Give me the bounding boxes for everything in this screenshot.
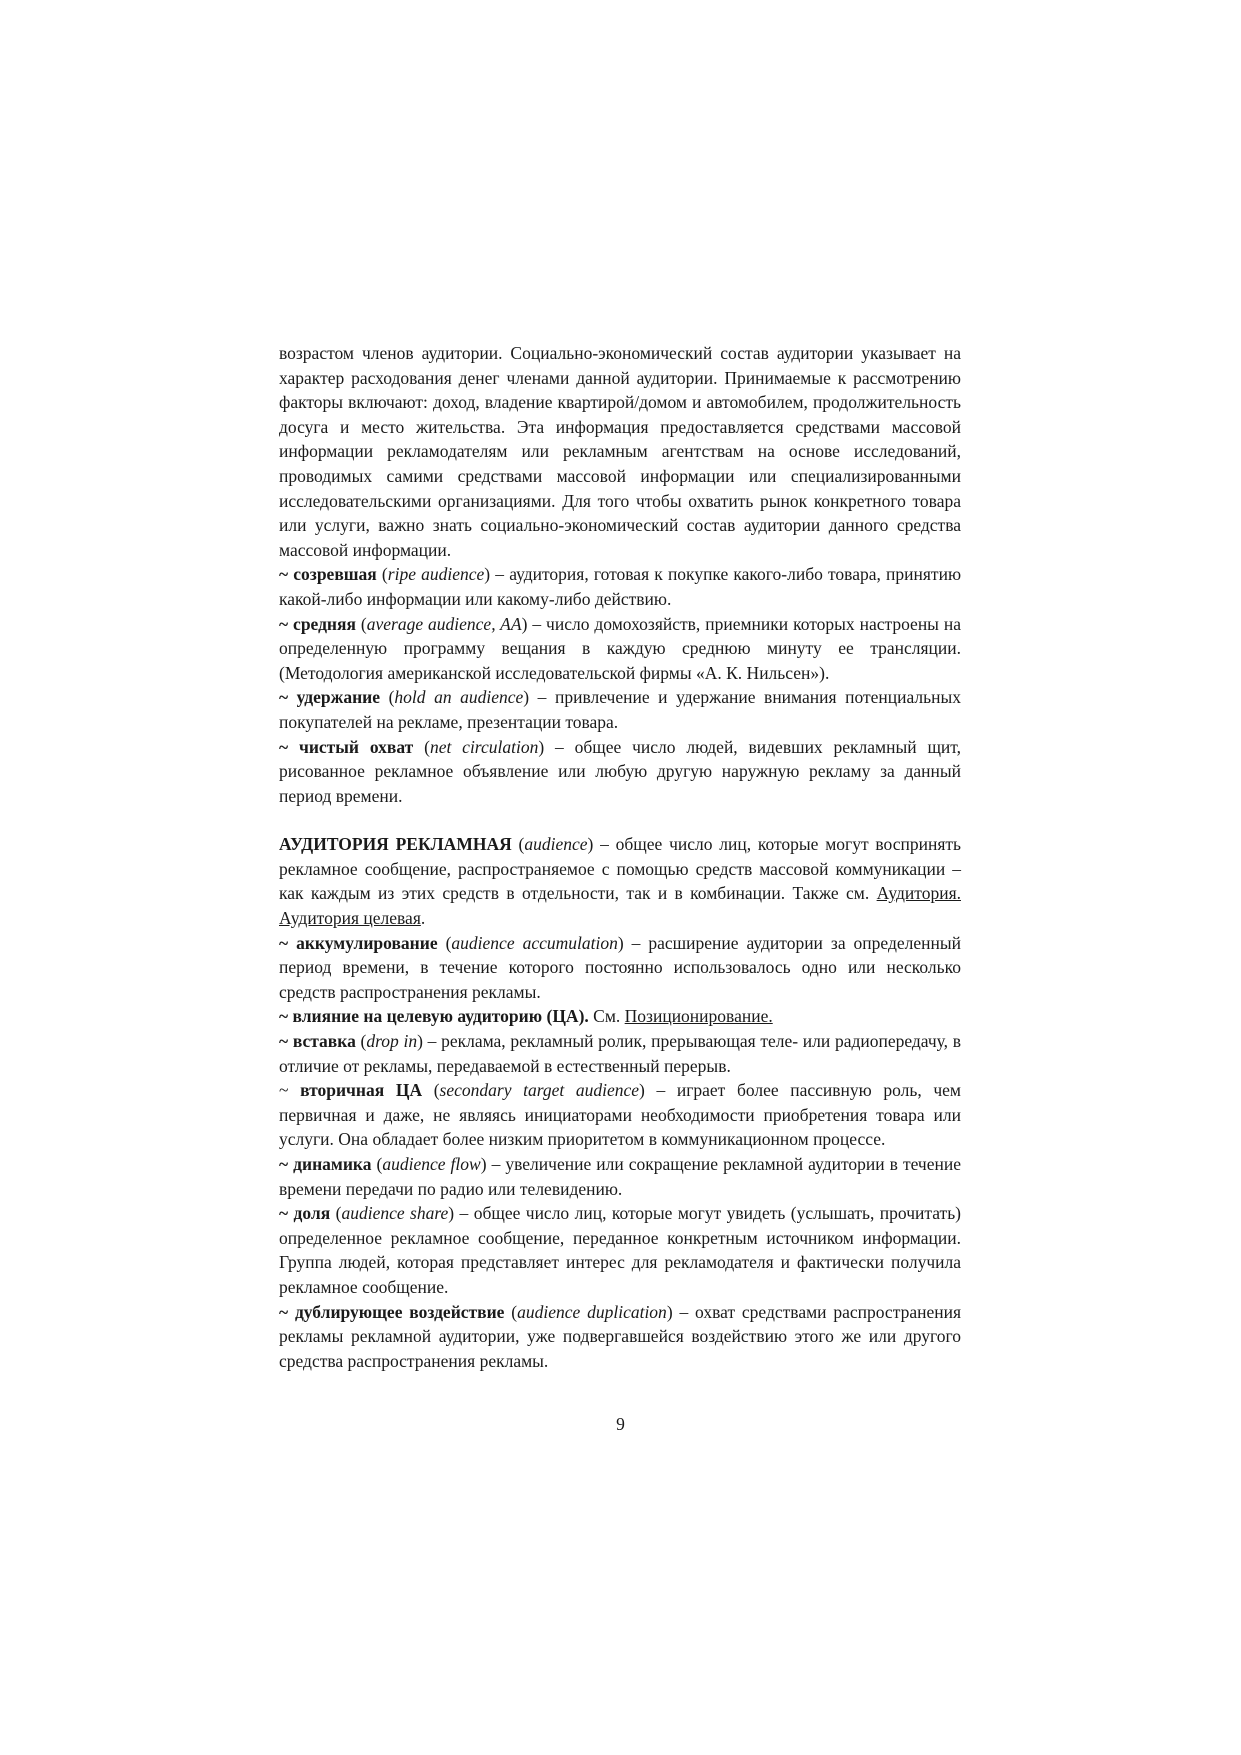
entry-english: hold an audience [394, 687, 524, 708]
subentry-duplication [279, 1300, 961, 1374]
subentry-share [279, 1201, 961, 1299]
entry-english: average audience, AA [366, 613, 522, 634]
page-number: 9 [616, 1414, 625, 1434]
entry-paren-close: ) – [484, 564, 505, 585]
subentry-flow [279, 1152, 961, 1201]
entry-term: доля [293, 1203, 331, 1224]
main-english: audience [524, 834, 588, 855]
entry-paren-open: ( [355, 613, 367, 634]
entry-term: средняя [293, 613, 356, 634]
entry-prefix: ~ [279, 1031, 293, 1052]
entry-english: audience accumulation [451, 932, 618, 953]
entry-paren-open: ( [413, 736, 430, 757]
page-body [279, 341, 961, 1373]
entry-paren-open: ( [376, 564, 388, 585]
main-entry-advertising-audience [279, 832, 961, 930]
entry-term: созревшая [293, 564, 377, 585]
main-paren-open: ( [511, 834, 525, 855]
subentry-secondary-target [279, 1078, 961, 1152]
entry-definition: – привлечение и удержание внимания потенциальных покупателей на рекламе, презентации товара. [279, 687, 961, 732]
main-definition: – общее число лиц, которые могут воспринять рекламное сообщение, распространяемое с помощью средств массовой коммуникации – как каждым из этих средств в отдельности, так и в комбинации. Также см. [279, 834, 962, 904]
main-term: АУДИТОРИЯ РЕКЛАМНАЯ [279, 834, 512, 855]
entry-average-audience [279, 612, 961, 686]
entry-definition: – увеличение или сокращение рекламной аудитории в течение времени передачи по радио или телевидению. [279, 1154, 962, 1199]
subentry-influence [279, 1004, 961, 1029]
entry-term: динамика [293, 1154, 372, 1174]
entry-ripe-audience [279, 562, 961, 611]
entry-definition: аудитория, готовая к покупке какого-либо товара, принятию какой-либо информации или какому-либо действию. [279, 564, 962, 609]
entry-prefix: ~ [279, 1301, 295, 1322]
main-end: . [420, 908, 426, 929]
subentry-drop-in [279, 1029, 961, 1078]
entry-paren-open: ( [330, 1203, 342, 1224]
entry-paren-open: ( [380, 687, 395, 708]
entry-paren-open: ( [371, 1154, 383, 1174]
entry-definition: – расширение аудитории за определенный период времени, в течение которого постоянно использовалось одно или несколько средств распространения рекламы. [279, 932, 961, 1002]
entry-prefix: ~ [279, 564, 294, 585]
intro-text: возрастом членов аудитории. Социально-экономический состав аудитории указывает на характер расходования денег членами данной аудитории. Принимаемые к рассмотрению факторы включают: доход, владение квартирой/домом и автомобилем, продолжительность досуга и место жительства. Эта информация предоставляется средствами массовой информации рекламодателям или рекламным агентствам на основе исследований, проводимых самими средствами массовой информации или специализированными исследовательскими организациями. Для того чтобы охватить рынок конкретного товара или услуги, важно знать социально-экономический состав аудитории данного средства массовой информации. [279, 343, 961, 560]
entry-definition: – общее число лиц, которые могут увидеть (услышать, прочитать) определенное рекламное сообщение, переданное конкретным источником информации. Группа людей, которая представляет интерес для рекламодателя и фактически получила рекламное сообщение. [279, 1203, 962, 1297]
entry-prefix: ~ [279, 932, 297, 953]
subentry-accumulation [279, 931, 961, 1005]
entry-term: чистый охват [298, 736, 414, 757]
entry-term: удержание [296, 687, 381, 708]
entry-hold-audience [279, 685, 961, 734]
entry-definition: – играет более пассивную роль, чем первичная и даже, не являясь инициаторами необходимости приобретения товара или услуги. Она обладает более низким приоритетом в коммуникационном процессе. [279, 1080, 961, 1150]
entry-definition: См. [588, 1006, 625, 1027]
entry-paren-open: ( [504, 1301, 518, 1322]
entry-net-circulation [279, 735, 961, 809]
entry-prefix: ~ [279, 736, 299, 757]
entry-english: audience duplication [517, 1301, 667, 1322]
entry-paren-close: ) [617, 932, 624, 953]
entry-english: audience flow [382, 1154, 481, 1174]
main-cross-reference-link[interactable]: Аудитория. Аудитория целевая [279, 883, 961, 929]
entry-paren-open: ( [422, 1080, 440, 1101]
entry-definition: – общее число людей, видевших рекламный щит, рисованное рекламное объявление или любую другую наружную рекламу за данный период времени. [279, 736, 961, 806]
entry-prefix: ~ [279, 613, 294, 634]
entry-definition: – реклама, рекламный ролик, прерывающая теле- или радиопередачу, в отличие от рекламы, передаваемой в естественный перерыв. [279, 1031, 962, 1076]
entry-definition: – охват средствами распространения рекламы рекламной аудитории, уже подвергавшейся воздействию этого же или другого средства распространения рекламы. [279, 1301, 961, 1371]
entry-paren-close: ) [417, 1031, 423, 1052]
entry-term: вторичная ЦА [300, 1080, 423, 1101]
entry-paren-close: ) [448, 1203, 455, 1224]
entry-prefix: ~ [279, 1203, 294, 1224]
entry-english: drop in [366, 1031, 418, 1052]
entry-paren-close: ) [639, 1080, 645, 1101]
entry-prefix: ~ [279, 687, 297, 708]
entry-paren-close: ) [538, 736, 545, 757]
entry-english: audience share [341, 1203, 449, 1224]
entry-term: ~ влияние на целевую аудиторию (ЦА). [279, 1006, 589, 1027]
entry-prefix: ~ [279, 1080, 301, 1101]
entry-paren-close: ) [480, 1154, 487, 1174]
main-paren-close: ) [587, 834, 594, 855]
entry-english: secondary target audience [439, 1080, 640, 1101]
entry-term: аккумулирование [296, 932, 438, 953]
entry-paren-open: ( [355, 1031, 367, 1052]
entry-term: дублирующее воздействие [294, 1301, 505, 1322]
entry-prefix: ~ [279, 1154, 294, 1174]
entry-definition: – число домохозяйств, приемники которых настроены на определенную программу вещания в каждую среднюю минуту ее трансляции. (Методология американской исследовательской фирмы «А. К. Нильсен»). [279, 613, 962, 683]
entry-english: ripe audience [387, 564, 485, 585]
entry-paren-close: ) [523, 687, 530, 708]
entry-term: вставка [292, 1031, 356, 1052]
entry-paren-open: ( [437, 932, 452, 953]
entry-paren-close: ) [666, 1301, 673, 1322]
entry-english: net circulation [429, 736, 539, 757]
paragraph-gap [279, 808, 961, 832]
positioning-cross-reference-link[interactable]: Позиционирование. [624, 1006, 773, 1027]
intro-paragraph [279, 341, 961, 562]
entry-paren-close: ) [521, 613, 528, 634]
